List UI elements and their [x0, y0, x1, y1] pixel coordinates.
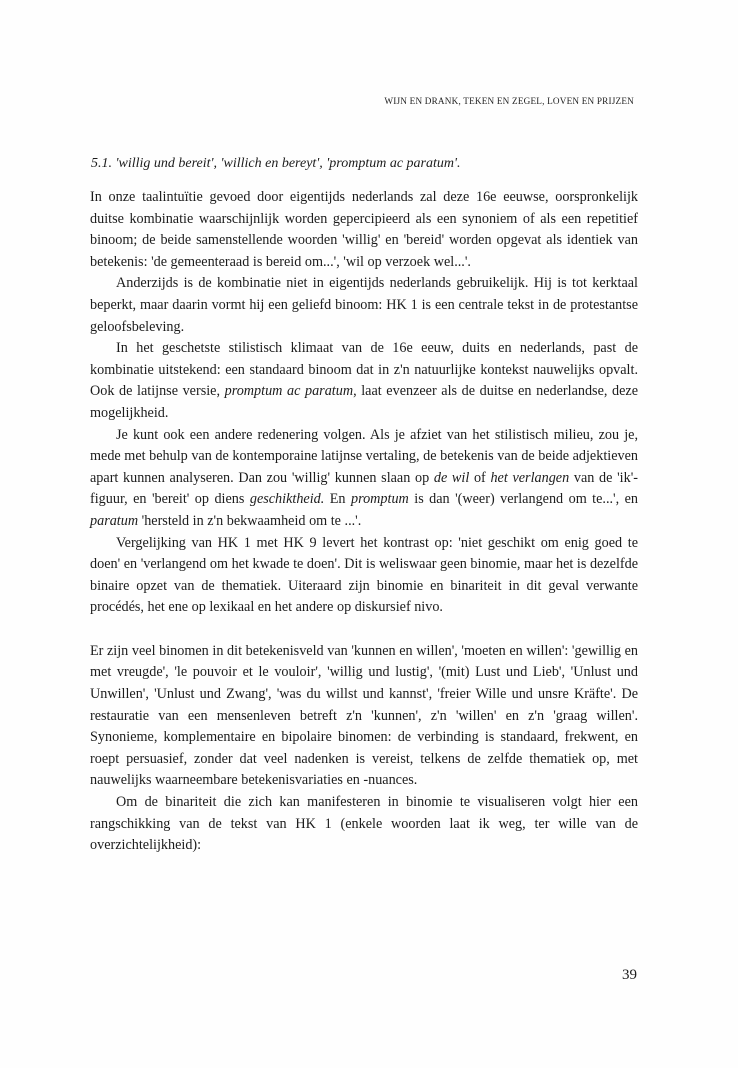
text-run: van de 'ik'-figuur, en 'bereit' op diens [90, 469, 638, 508]
body-text [90, 187, 638, 857]
latin-phrase: promptum ac paratum [224, 383, 354, 400]
text-run: , laat evenzeer als de duitse en nederlandse, deze mogelijkheid. [90, 383, 638, 421]
italic-term: het verlangen [490, 469, 570, 486]
section-title: 5.1. 'willig und bereit', 'willich en bereyt', 'promptum ac paratum'. [91, 156, 461, 171]
running-head: WIJN EN DRANK, TEKEN EN ZEGEL, LOVEN EN PRIJZEN [384, 96, 634, 106]
paragraph-3 [90, 338, 638, 424]
text-run: In het geschetste stilistisch klimaat van de 16e eeuw, duits en nederlands, past de kombinatie uitstekend: een standaard binoom dat in z'n natuurlijke kontekst nauwelijks opvalt. Ook de latijnse versie, [90, 340, 638, 400]
italic-term: paratum [90, 512, 139, 529]
italic-term: geschiktheid. [249, 491, 325, 508]
text-run: 'hersteld in z'n bekwaamheid om te ...'. [138, 512, 362, 529]
paragraph-2: Anderzijds is de kombinatie niet in eigentijds nederlands gebruikelijk. Hij is tot kerktaal beperkt, maar daarin vormt hij een geliefd binoom: HK 1 is een centrale tekst in de protestantse geloofsbeleving. [90, 275, 638, 335]
paragraph-5: Vergelijking van HK 1 met HK 9 levert het kontrast op: 'niet geschikt om enig goed te doen' en 'verlangend om het kwade te doen'. Dit is weliswaar geen binomie, maar het is dezelfde binaire opzet van de thematiek. Uiteraard zijn binomie en binariteit in dit geval verwante procédés, het ene op lexikaal en het andere op diskursief nivo. [90, 534, 638, 616]
paragraph-1: In onze taalintuïtie gevoed door eigentijds nederlands zal deze 16e eeuwse, oorspronkelijk duitse kombinatie waarschijnlijk worden gepercipieerd als een synoniem of als een repetitief binoom; de beide samenstellende woorden 'willig' en 'bereid' worden opgevat als identiek van betekenis: 'de gemeenteraad is bereid om...', 'wil op verzoek wel...'. [90, 189, 638, 270]
text-run: is dan '(weer) verlangend om te...', en [408, 491, 638, 508]
page-number: 39 [622, 967, 637, 983]
paragraph-4 [90, 425, 638, 533]
paragraph-7: Om de binariteit die zich kan manifesteren in binomie te visualiseren volgt hier een rangschikking van de tekst van HK 1 (enkele woorden laat ik weg, ter wille van de overzichtelijkheid): [90, 794, 638, 854]
text-run: En [324, 491, 351, 508]
italic-term: de wil [433, 469, 470, 486]
text-run: Je kunt ook een andere redenering volgen. Als je afziet van het stilistisch milieu, zou je, mede met behulp van de kontemporaine latijnse vertaling, de betekenis van de beide adjektieven apart kunnen analyseren. Dan zou 'willig' kunnen slaan op [90, 426, 638, 486]
paragraph-6: Er zijn veel binomen in dit betekenisveld van 'kunnen en willen', 'moeten en willen': 'gewillig en met vreugde', 'le pouvoir et le vouloir', 'willig und lustig', '(mit) Lust und Lieb', 'Unlust und Unwillen', 'Unlust und Zwang', 'was du willst und kannst', 'freier Wille und unsre Kräfte'. De restauratie van een mensenleven betreft z'n 'kunnen', z'n 'willen' en z'n 'graag willen'. Synonieme, komplementaire en bipolaire binomen: de verbinding is standaard, frekwent, en roept persuasief, zonder dat veel nadenken is vereist, telkens de zelfde thematiek op, met nauwelijks waarneembare betekenisvariaties en -nuances. [90, 642, 638, 789]
italic-term: promptum [350, 491, 409, 508]
text-run: of [469, 469, 491, 486]
